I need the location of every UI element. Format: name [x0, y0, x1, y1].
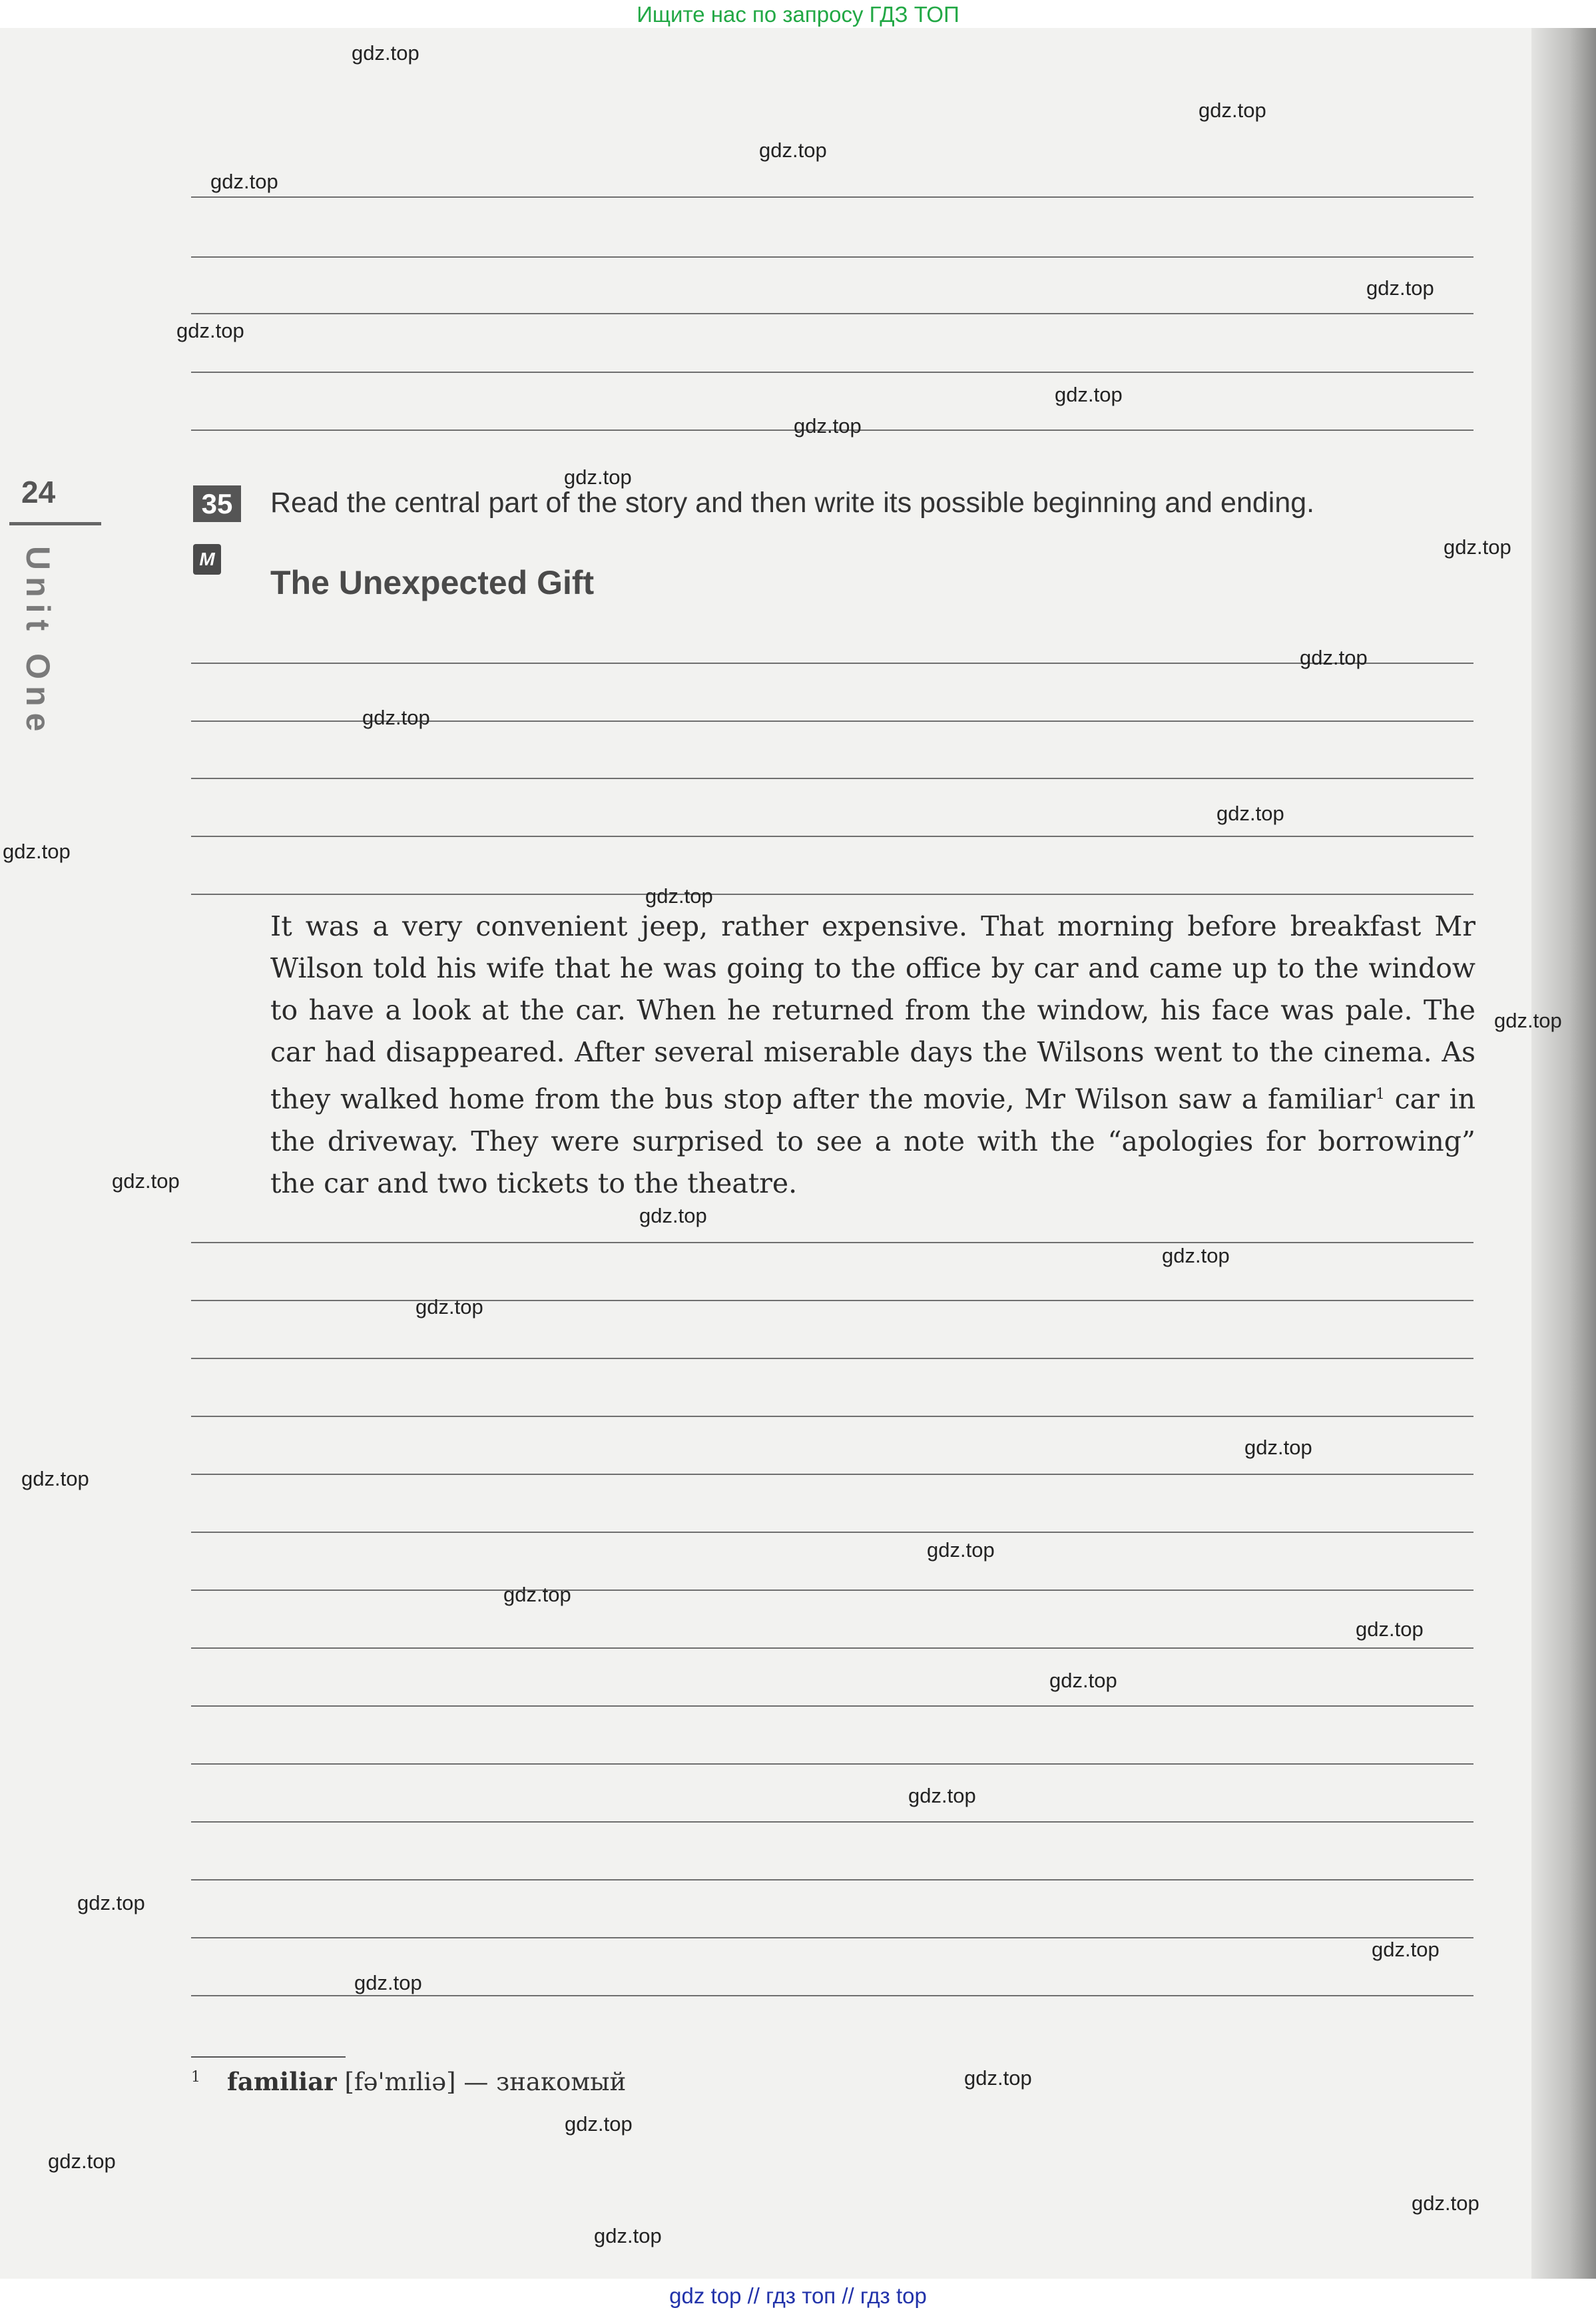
watermark: gdz.top: [1412, 2191, 1479, 2215]
watermark: gdz.top: [1494, 1009, 1562, 1032]
writing-line: [191, 1879, 1473, 1880]
writing-line: [191, 1647, 1473, 1649]
watermark: gdz.top: [1055, 383, 1123, 406]
writing-line: [191, 1416, 1473, 1417]
writing-line: [191, 663, 1473, 664]
watermark: gdz.top: [21, 1467, 89, 1490]
watermark: gdz.top: [964, 2066, 1032, 2090]
watermark: gdz.top: [908, 1784, 976, 1807]
writing-line: [191, 1590, 1473, 1591]
bottom-banner: gdz top // гдз топ // гдз top: [0, 2279, 1596, 2314]
watermark: gdz.top: [1356, 1617, 1424, 1641]
page-spine-shadow: [1531, 28, 1596, 2279]
watermark: gdz.top: [794, 414, 862, 437]
writing-line: [191, 1821, 1473, 1823]
footnote-number: 1: [191, 2068, 200, 2086]
writing-line: [191, 1705, 1473, 1707]
top-banner: Ищите нас по запросу ГДЗ ТОП: [0, 0, 1596, 28]
watermark: gdz.top: [759, 139, 827, 162]
watermark: gdz.top: [1216, 802, 1284, 825]
page-number-rule: [9, 522, 101, 525]
watermark: gdz.top: [645, 884, 713, 908]
watermark: gdz.top: [210, 170, 278, 193]
watermark: gdz.top: [1049, 1669, 1117, 1692]
watermark: gdz.top: [564, 465, 632, 489]
writing-line: [191, 1358, 1473, 1359]
writing-line: [191, 1937, 1473, 1938]
writing-line: [191, 1242, 1473, 1243]
watermark: gdz.top: [112, 1169, 180, 1193]
writing-line: [191, 778, 1473, 779]
writing-line: [191, 1474, 1473, 1475]
writing-line: [191, 256, 1473, 258]
watermark: gdz.top: [1372, 1938, 1440, 1961]
watermark: gdz.top: [1444, 535, 1511, 559]
watermark: gdz.top: [1366, 276, 1434, 300]
watermark: gdz.top: [48, 2150, 116, 2173]
watermark: gdz.top: [1300, 646, 1368, 669]
footnote-marker: 1: [1375, 1086, 1385, 1103]
writing-line: [191, 196, 1473, 198]
exercise-number-badge: 35: [193, 485, 241, 522]
page-number: 24: [21, 475, 56, 509]
writing-line: [191, 1995, 1473, 1996]
watermark: gdz.top: [503, 1583, 571, 1606]
watermark: gdz.top: [594, 2224, 662, 2247]
watermark: gdz.top: [639, 1204, 707, 1227]
story-title: The Unexpected Gift: [270, 564, 595, 601]
watermark: gdz.top: [1244, 1436, 1312, 1459]
watermark: gdz.top: [77, 1891, 145, 1914]
writing-line: [191, 894, 1473, 895]
watermark: gdz.top: [1162, 1244, 1230, 1267]
writing-line: [191, 836, 1473, 837]
writing-line: [191, 1763, 1473, 1765]
footnote-rule: [191, 2056, 346, 2058]
watermark: gdz.top: [415, 1295, 483, 1318]
watermark: gdz.top: [354, 1971, 422, 1994]
watermark: gdz.top: [3, 840, 71, 863]
exercise-instruction: Read the central part of the story and then write its possible beginning and ending.: [270, 487, 1315, 519]
unit-label: Unit One: [19, 546, 57, 738]
writing-line: [191, 1300, 1473, 1301]
watermark: gdz.top: [565, 2112, 633, 2136]
watermark: gdz.top: [1198, 99, 1266, 122]
watermark: gdz.top: [176, 319, 244, 342]
watermark: gdz.top: [362, 706, 430, 729]
story-text-end: car in the driveway. They were surprised to see a note with the “apologies for borrowing” the car and two tickets to the theatre.: [270, 1083, 1475, 1199]
footnote-word: familiar: [227, 2067, 337, 2096]
story-text: It was a very convenient jeep, rather expensive. That morning before breakfast Mr Wilson told his wife that he was going to the office by car and came up to the window to have a look at the car. When he returned from the window, his face was pale. The car had disappeared. After several miserable days the Wilsons went to the cinema. As they walked home from the bus stop after the movie, Mr Wilson saw a familiar: [270, 910, 1475, 1115]
writing-line: [191, 313, 1473, 314]
watermark: gdz.top: [352, 41, 419, 65]
story-paragraph: [270, 906, 1475, 1205]
workbook-m-icon: M: [193, 544, 221, 575]
footnote: [191, 2067, 626, 2096]
watermark: gdz.top: [927, 1538, 995, 1562]
footnote-transcription: [fə'mɪliə] — знакомый: [336, 2068, 627, 2096]
writing-line: [191, 1532, 1473, 1533]
writing-line: [191, 372, 1473, 373]
